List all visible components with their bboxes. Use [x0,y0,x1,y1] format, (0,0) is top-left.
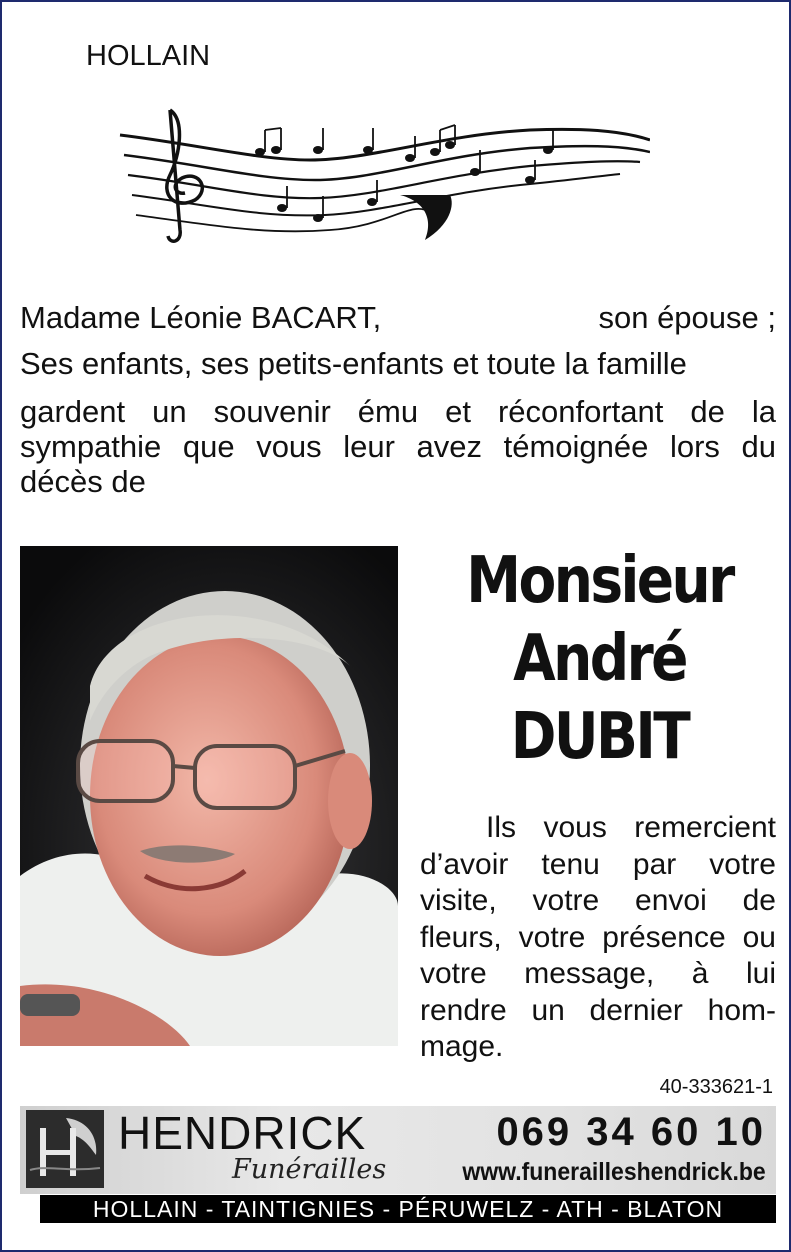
widow-line [20,300,776,336]
deceased-last-name: DUBIT [510,700,689,774]
thanks-paragraph: Ils vous remercient d’avoir tenu par votre visite, votre envoi de fleurs, votre présence ou votre message, à lui rendre un dernier hom-mage. [420,811,776,1063]
widow-name: Madame Léonie BACART, [20,300,382,335]
towns-bar: HOLLAIN - TAINTIGNIES - PÉRUWELZ - ATH - BLATON [40,1195,776,1223]
portrait-photo [20,546,398,1046]
family-line: Ses enfants, ses petits-enfants et toute la famille [20,346,687,381]
brand-name: HENDRICK [118,1107,367,1159]
deceased-name [447,542,752,776]
location-heading: HOLLAIN [86,40,211,72]
website-link[interactable]: www.funerailleshendrick.be [462,1158,766,1186]
widow-relation: son épouse ; [598,300,776,335]
funeral-home-banner [20,1106,776,1194]
deceased-title: Monsieur [466,544,733,618]
reference-number: 40-333621-1 [659,1076,773,1098]
hendrick-h-logo-icon [26,1110,104,1188]
deceased-first-name: André [513,622,686,696]
phone-number: 069 34 60 10 [496,1110,766,1154]
sympathy-paragraph: gardent un souvenir ému et réconfortant de la sympathie que vous leur avez témoignée lors du décès de [20,394,776,499]
music-staff-illustration [110,100,650,255]
brand-subtitle: Funérailles [232,1154,387,1185]
